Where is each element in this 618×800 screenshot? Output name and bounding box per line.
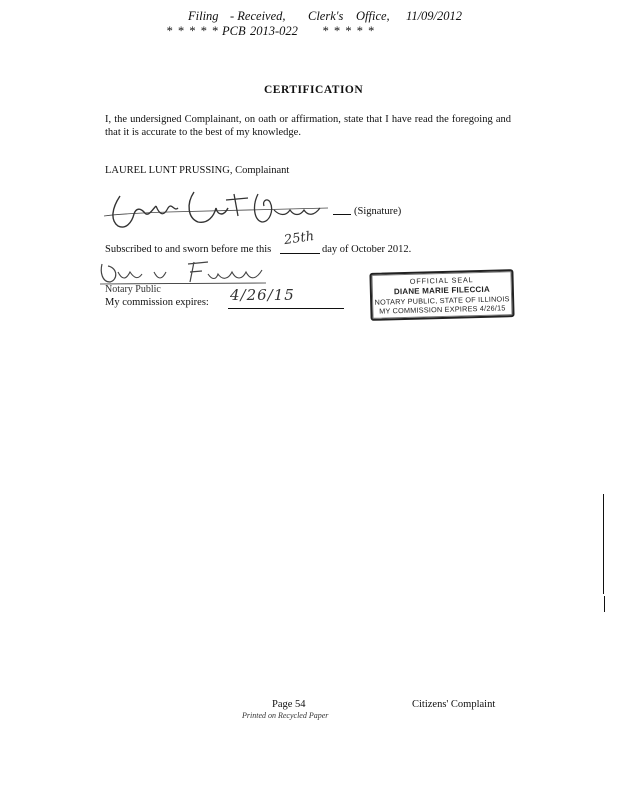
filing-stamp-stars-left: * * * * * <box>166 24 219 38</box>
filing-stamp-filing: Filing <box>188 9 219 23</box>
notary-label: Notary Public <box>105 284 161 295</box>
footer-doc-type: Citizens' Complaint <box>412 699 496 710</box>
subscribed-day: 25th <box>283 228 316 249</box>
notary-signature-text: Diane M. Filecia <box>126 266 167 272</box>
complainant-name: LAUREL LUNT PRUSSING, Complainant <box>105 165 290 176</box>
signature-label: (Signature) <box>354 206 402 217</box>
filing-stamp-clerks: Clerk's <box>308 9 344 23</box>
filing-stamp-received: - Received, <box>230 9 286 23</box>
day-underline <box>280 253 320 254</box>
seal-line-2: DIANE MARIE FILECCIA <box>393 284 490 297</box>
filing-stamp-date: 11/09/2012 <box>406 9 463 23</box>
commission-label: My commission expires: <box>105 297 209 308</box>
signature-underline <box>333 214 351 215</box>
seal-line-4: MY COMMISSION EXPIRES 4/26/15 <box>379 303 506 316</box>
filing-stamp-pcb: PCB <box>222 24 246 38</box>
footer-printed-note: Printed on Recycled Paper <box>242 711 329 720</box>
complainant-signature-graphic <box>98 186 338 232</box>
filing-stamp-case-number: 2013-022 <box>250 24 298 38</box>
subscribed-suffix: day of October 2012. <box>322 244 412 255</box>
footer-page-number: Page 54 <box>272 699 306 710</box>
official-seal <box>369 269 514 321</box>
filing-stamp-stars-right: * * * * * <box>322 24 375 38</box>
filing-stamp-office: Office, <box>356 9 390 23</box>
scan-edge-mark <box>603 494 604 594</box>
complainant-signature <box>98 186 338 232</box>
certification-statement: I, the undersigned Complainant, on oath or affirmation, state that I have read the foregoing and that it is accurate to the best of my knowledge. <box>105 114 511 138</box>
subscribed-prefix: Subscribed to and sworn before me this <box>105 244 272 255</box>
seal-line-3: NOTARY PUBLIC, STATE OF ILLINOIS <box>374 294 510 307</box>
complainant-signature-text: Laurel Lunt Prussing <box>198 222 258 230</box>
seal-line-1: OFFICIAL SEAL <box>409 275 474 286</box>
commission-underline <box>228 308 344 309</box>
scan-edge-mark-2 <box>604 596 605 612</box>
certification-title: CERTIFICATION <box>264 84 364 96</box>
commission-date: 4/26/15 <box>230 286 295 304</box>
